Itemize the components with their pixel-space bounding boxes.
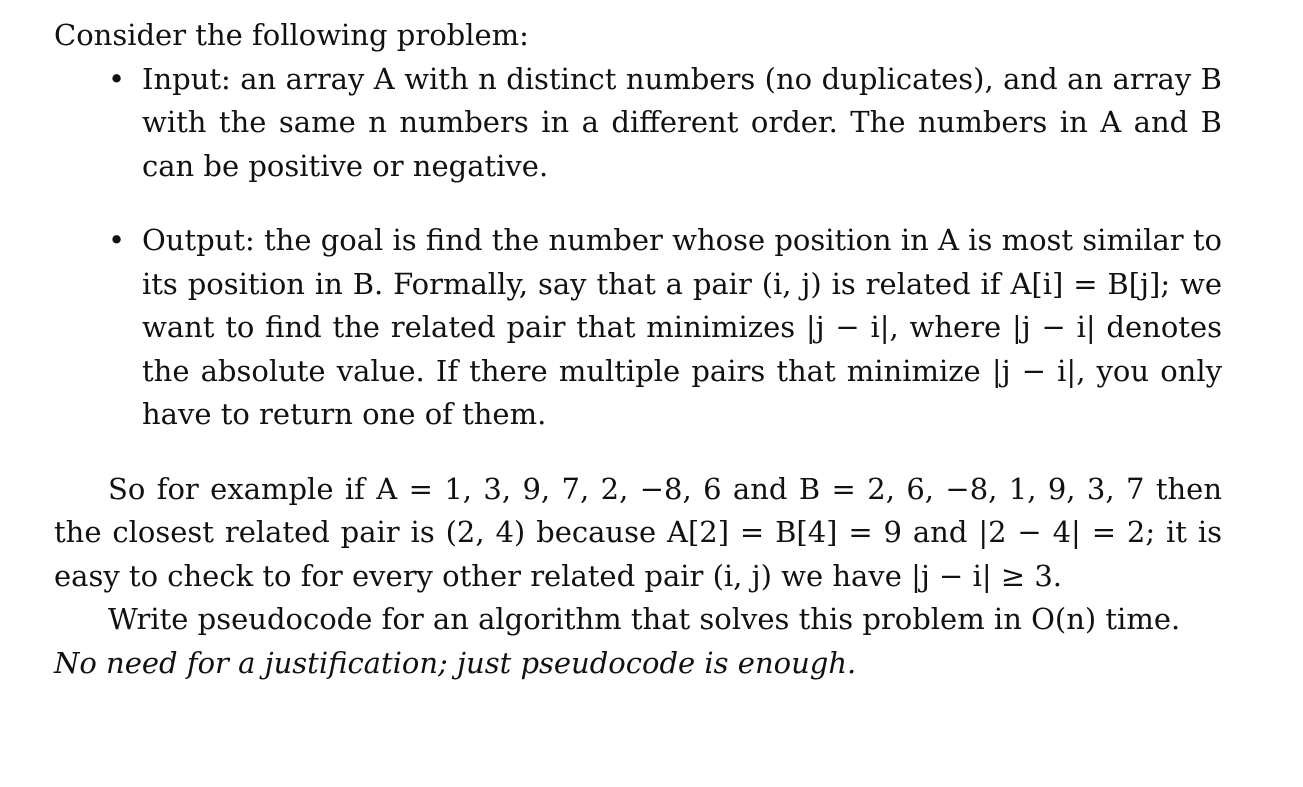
bullet-dot: • xyxy=(108,61,126,96)
bullet-list xyxy=(54,58,1222,437)
list-item-output xyxy=(54,219,1222,437)
intro-text: Consider the following problem: xyxy=(54,18,529,52)
task-paragraph: Write pseudocode for an algorithm that solves this problem in O(n) time. xyxy=(108,602,1181,636)
note-paragraph: No need for a justification; just pseudocode is enough. xyxy=(54,645,857,680)
example-paragraph: So for example if A = 1, 3, 9, 7, 2, −8, 6 and B = 2, 6, −8, 1, 9, 3, 7 then the closest related pair is (2, 4) because A[2] = B[4] = 9 and |2 − 4| = 2; it is easy to check to for every other related pair (i, j) we have |j − i| ≥ 3. xyxy=(54,471,1222,593)
list-item-input xyxy=(54,58,1222,189)
input-description: Input: an array A with n distinct numbers (no duplicates), and an array B with the same n numbers in a different order. The numbers in A and B can be positive or negative. xyxy=(142,61,1222,183)
problem-document xyxy=(54,14,1222,685)
output-description: Output: the goal is find the number whose position in A is most similar to its position in B. Formally, say that a pair (i, j) is related if A[i] = B[j]; we want to find the related pair that minimizes |j − i|, where |j − i| denotes the absolute value. If there multiple pairs that minimize |j − i|, you only have to return one of them. xyxy=(142,223,1222,431)
bullet-dot: • xyxy=(108,223,126,257)
